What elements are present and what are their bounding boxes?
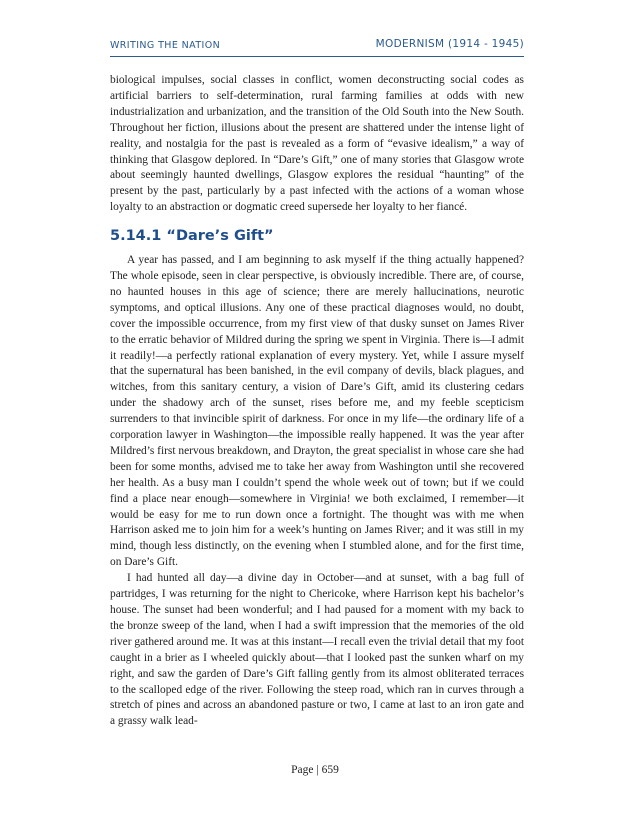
body-text xyxy=(110,73,524,730)
running-header-left: WRITING THE NATION xyxy=(110,40,221,51)
section-heading: 5.14.1 “Dare’s Gift” xyxy=(110,228,274,245)
intro-paragraph: biological impulses, social classes in conflict, women deconstructing social codes as artificial barriers to self-determination, rural farming families at odds with new industrialization and urbanization, and the transition of the Old South into the New South. Throughout her fiction, illusions about the present are shattered under the intense light of reality, and nostalgia for the past is revealed as a form of “evasive idealism,” a way of thinking that Glasgow deplored. In “Dare’s Gift,” one of many stories that Glasgow wrote about seemingly haunted dwellings, Glasgow explores the residual “haunting” of the present by the past, particularly by a past infected with the actions of a woman whose loyalty to an abstraction or dogmatic creed supersede her loyalty to her fiancé. xyxy=(110,74,524,214)
page-number: Page | 659 xyxy=(291,764,339,776)
story-paragraph-2: I had hunted all day—a divine day in October—and at sunset, with a bag full of partridges, I was returning for the night to Chericoke, where Harrison kept his bachelor’s house. The sunset had been wonderful; and I had paused for a moment with my back to the bronze sweep of the land, when I had a swift impression that the memories of the old river gathered around me. It was at this instant—I recall even the trivial detail that my foot caught in a brier as I wheeled quickly about—that I looked past the sunken wharf on my right, and saw the garden of Dare’s Gift falling gently from its almost obliterated terraces to the scalloped edge of the river. Following the steep road, which ran in curves through a stretch of pines and across an abandoned pasture or two, I came at last to an iron gate and a grassy walk lead- xyxy=(110,572,524,728)
running-header-right: MODERNISM (1914 - 1945) xyxy=(375,38,524,50)
story-paragraph-1: A year has passed, and I am beginning to ask myself if the thing actually happened? The whole episode, seen in clear perspective, is obviously incredible. There are, of course, no haunted houses in this age of science; there are merely hallucinations, neurotic symptoms, and optical illusions. Any one of these practical diagnoses would, no doubt, cover the impossible occurrence, from my first view of that dusky sunset on James River to the erratic behavior of Mildred during the spring we spent in Virginia. There is—I admit it readily!—a perfectly rational explanation of every mystery. Yet, while I assure myself that the supernatural has been banished, in the evil company of devils, black plagues, and witches, from this sanitary century, a vision of Dare’s Gift, amid its clustering cedars under the shadowy arch of the sunset, rises before me, and my feeble scepticism surrenders to that invincible spirit of darkness. For once in my life—the ordinary life of a corporation lawyer in Washington—the impossible really happened. It was the year after Mildred’s first nervous breakdown, and Drayton, the great specialist in whose care she had been for some months, advised me to take her away from Washington until she recovered her health. As a busy man I couldn’t spend the whole week out of town; but if we could find a place near enough—somewhere in Virginia! we both exclaimed, I remember—it would be easy for me to run down once a fortnight. The thought was with me when Harrison asked me to join him for a week’s hunting on James River; and it was still in my mind, though less distinctly, on the evening when I stumbled alone, and for the first time, on Dare’s Gift. xyxy=(110,254,524,569)
header-rule xyxy=(110,56,524,57)
